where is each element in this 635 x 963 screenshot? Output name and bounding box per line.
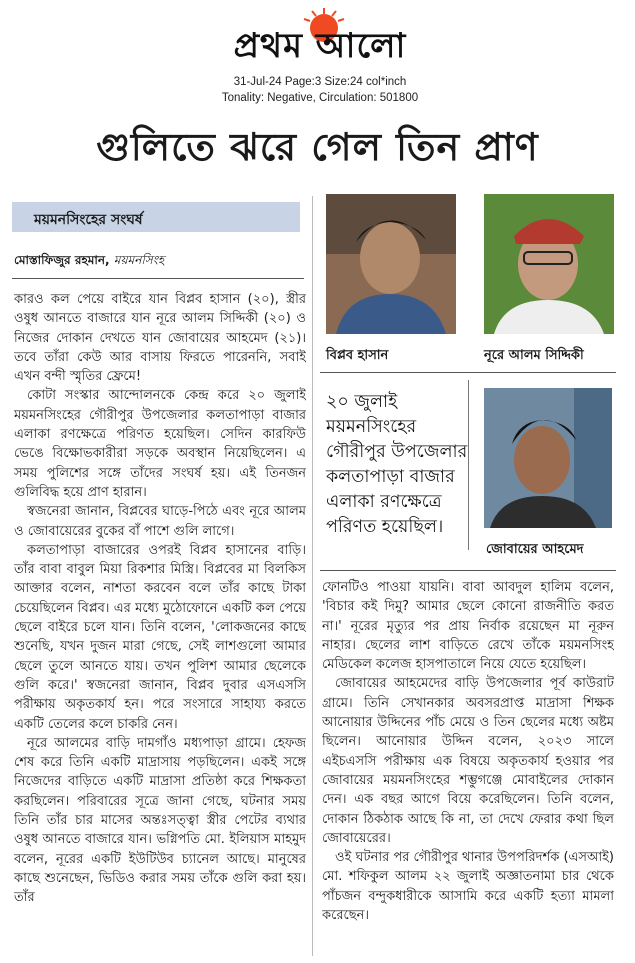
portrait-photo-icon <box>326 194 456 334</box>
section-label: ময়মনসিংহের সংঘর্ষ <box>34 212 143 228</box>
byline <box>14 252 304 272</box>
portrait-photo-icon <box>484 194 614 334</box>
pull-quote-divider <box>468 380 469 550</box>
photo-biplob-hasan <box>326 194 456 334</box>
right-column-rule <box>320 570 616 571</box>
column-divider <box>312 196 313 956</box>
newspaper-masthead <box>180 14 460 70</box>
article-headline: গুলিতে ঝরে গেল তিন প্রাণ <box>96 125 539 169</box>
pull-quote: ২০ জুলাই ময়মনসিংহের গৌরীপুর উপজেলার কলতাপাড়া বাজার এলাকা রণক্ষেত্রে পরিণত হয়েছিল। <box>326 392 468 537</box>
photo-nure-alam-siddiki <box>484 194 614 334</box>
section-bar <box>12 202 300 232</box>
caption-biplob-hasan: বিপ্লব হাসান <box>326 348 389 363</box>
photo-jobayer-ahmed <box>484 388 612 528</box>
byline-location: ময়মনসিংহ <box>113 253 165 267</box>
byline-author: মোস্তাফিজুর রহমান, <box>14 253 110 267</box>
masthead-title: প্রথম আলো <box>233 26 407 66</box>
byline-rule <box>12 278 304 279</box>
caption-jobayer-ahmed: জোবায়ের আহমেদ <box>486 542 584 557</box>
article-body-right: ফোনটিও পাওয়া যায়নি। বাবা আবদুল হালিম বলেন, 'বিচার কই দিমু? আমার ছেলে কোনো রাজনীতি করত না।' নূরের মৃত্যুর পর প্রায় নির্বাক রয়েছেন মা নূরুন নাহার। ছেলের লাশ বাড়িতে রেখে তাঁকে ময়মনসিংহ মেডিকেল কলেজ হাসপাতালে নিয়ে যেতে হয়েছিল। জোবায়ের আহমেদের বাড়ি উপজেলার পূর্ব কাউরাট গ্রামে। তিনি সেখানকার অবসরপ্রাপ্ত মাদ্রাসা শিক্ষক আনোয়ার উদ্দিনের পাঁচ মেয়ে ও তিন ছেলের মধ্যে অষ্টম ছিলেন। আনোয়ার উদ্দিন বলেন, ২০২৩ সালে এইচএসসি পরীক্ষায় এক বিষয়ে অকৃতকার্য হওয়ার পর জোবায়ের ময়মনসিংহের শম্ভুগঞ্জে মোবাইলের দোকান দেন। এক বছর আগে বিয়ে করেছিলেন। তিনি বলেন, দোকান ঠিকঠাক আছে কি না, তা দেখে ফেরার কথা ছিল জোবায়েরের। ওই ঘটনার পর গৌরীপুর থানার উপপরিদর্শক (এসআই) মো. শফিকুল আলম ২২ জুলাই অজ্ঞাতনামা চার থেকে পাঁচজন বন্দুকধারীকে আসামি করে একটি হত্যা মামলা করেছেন। <box>322 580 614 924</box>
portrait-photo-icon <box>484 388 612 528</box>
clip-meta-line-1: 31-Jul-24 Page:3 Size:24 col*inch <box>233 76 407 88</box>
caption-nure-alam-siddiki: নূরে আলম সিদ্দিকী <box>484 348 584 363</box>
caption-rule <box>320 372 616 373</box>
clip-meta-line-2: Tonality: Negative, Circulation: 501800 <box>221 92 419 104</box>
article-body-left: কারও কল পেয়ে বাইরে যান বিপ্লব হাসান (২০), স্ত্রীর ওষুধ আনতে বাজারে যান নূরে আলম সিদ্দিকী (২০) ও নিজের দোকান দেখতে যান জোবায়ের আহমেদ (২১)। তবে তাঁরা কেউ আর বাসায় ফিরতে পারেননি, সবাই এখন বন্দী স্মৃতির ফ্রেমে! কোটা সংস্কার আন্দোলনকে কেন্দ্র করে ২০ জুলাই ময়মনসিংহের গৌরীপুর উপজেলার কলতাপাড়া বাজার এলাকা রণক্ষেত্রে পরিণত হয়েছিল। সেদিন কারফিউ ভেঙে বিক্ষোভকারীরা সড়কে অবস্থান নিয়েছিলেন। এ সময় পুলিশের সঙ্গে তাঁদের সংঘর্ষ হয়। এই তিনজন গুলিবিদ্ধ হয়ে প্রাণ হারান। স্বজনেরা জানান, বিপ্লবের ঘাড়ে-পিঠে এবং নূরে আলম ও জোবায়েরের বুকের বাঁ পাশে গুলি লাগে। কলতাপাড়া বাজারের ওপরই বিপ্লব হাসানের বাড়ি। তাঁর বাবা বাবুল মিয়া রিকশার মিস্ত্রি। বিপ্লবের মা বিলকিস আক্তার বলেন, নাশতা করবেন বলে তাঁর কাছে টাকা চেয়েছিলেন বিপ্লব। এর মধ্যে মুঠোফোনে একটি কল পেয়ে ছেলে বাইরে চলে যান। তিনি বলেন, 'লোকজনের কাছে শুনেছি, যখন দুজন মারা গেছে, সেই লাশগুলো আমার ছেলে তুলে আনতে যায়। তখন পুলিশ আমার ছেলেকে গুলি করে।' স্বজনেরা জানান, বিপ্লব দুবার এসএসসি পরীক্ষায় অকৃতকার্য হন। পরে সংসারে সাহায্য করতে একটি তেলের কলে চাকরি নেন। নূরে আলমের বাড়ি দামগাঁও মধ্যপাড়া গ্রামে। হেফজ শেষ করে তিনি একটি মাদ্রাসায় পড়ছিলেন। একই সঙ্গে নিজেদের বাড়িতে একটি মাদ্রাসা প্রতিষ্ঠা করে শিক্ষকতা করছিলেন। পরিবারের সূত্রে জানা গেছে, ঘটনার সময় তিনি তাঁর চার মাসের অন্তঃসত্ত্বা স্ত্রীর পেটের ব্যথার ওষুধ আনতে বাজারে যান। ভগ্নিপতি মো. ইলিয়াস মাহমুদ বলেন, নূরের একটি ইউটিউব চ্যানেল আছে। মানুষের কাছে শুনেছেন, ভিডিও করার সময় তাঁকে গুলি করা হয়। তাঁর <box>14 292 306 906</box>
